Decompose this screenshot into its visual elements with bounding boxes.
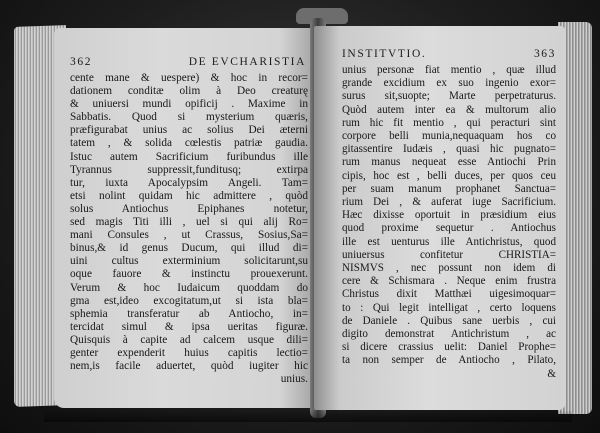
text-line: grande excidium ex suo ingenio exor=: [342, 77, 556, 90]
text-line: uniuersus confitetur CHRISTIA=: [342, 248, 556, 261]
right-page-header: [314, 26, 566, 60]
text-line: ta non semper de Antiocho , Pilato,: [342, 354, 556, 367]
running-head: DE EVCHARISTIA: [188, 56, 306, 68]
text-line: nem,is facile aduertet, quòd iugiter hic: [70, 360, 308, 373]
running-head: INSTITVTIO.: [342, 48, 427, 60]
text-line: sed magis Titi illi , uel si qui alij Ro=: [70, 216, 308, 229]
text-line: mani Consules , ut Crassus, Sosius,Sa=: [70, 229, 308, 242]
text-line: oque fauore & instinctu prouexerunt.: [70, 268, 308, 281]
text-line: corpore belli munia,nequaquam hos co: [342, 130, 556, 143]
text-line: de Daniele . Quibus sane uerbis , cui: [342, 314, 556, 327]
book-shadow: [44, 410, 572, 422]
text-line: Istuc autem Sacrificium furibundus ille: [70, 150, 308, 163]
text-line: Sabbatis. Quod si mysterium quæris,: [70, 111, 308, 124]
left-page: [54, 28, 320, 408]
text-line: rum manus nequeat esse Antiochi Prin: [342, 156, 556, 169]
text-line: unius personæ fiat mentio , quæ illud: [342, 64, 556, 76]
text-line: Quisquis à capite ad calcem usque dili=: [70, 333, 308, 346]
page-number: 362: [70, 56, 93, 68]
text-line: dationem conditæ olim à Deo creaturę: [70, 85, 308, 98]
text-line: præfigurabat unius ac solius Dei æterni: [70, 124, 308, 137]
right-page-text: [314, 60, 566, 381]
left-page-header: [54, 28, 320, 68]
text-line: unius.: [280, 373, 308, 386]
text-line: tur, iuxta Apocalypsim Angeli. Tam=: [70, 176, 308, 189]
text-line: &: [547, 367, 556, 380]
text-line: surus sit,suopte; Marte perpetraturus.: [342, 90, 556, 103]
page-number: 363: [533, 48, 556, 60]
text-line: tercidat simul & ipsa ueritas figuræ.: [70, 320, 308, 333]
text-line: si dicere crassius uelit: Daniel Prophe=: [342, 341, 556, 354]
text-line: quod proxime sequetur . Antiochus: [342, 222, 556, 235]
text-line: Verum & hoc Iudaicum quoddam do: [70, 281, 308, 294]
text-line: Tyrannus suppressit,funditusq; extirpa: [70, 163, 308, 176]
text-line: cipis, hoc est , belli duces, per quos ceu: [342, 169, 556, 182]
text-line: solus Antiochus Epiphanes notetur,: [70, 202, 308, 215]
left-page-text: [54, 68, 320, 386]
text-line: cente mane & uespere) & hoc in recor=: [70, 72, 308, 84]
text-line: to : Qui legit intelligat , certo loquens: [342, 301, 556, 314]
text-line: sphemia transferatur ab Antiocho, in=: [70, 307, 308, 320]
open-book: [14, 8, 592, 426]
text-line: & uniuersi mundi opificij . Maxime in: [70, 98, 308, 111]
text-line: NISMVS , nec possunt non idem di: [342, 262, 556, 275]
text-line: Christus dixit Matthæi uigesimoquar=: [342, 288, 556, 301]
text-line: Hæc dixisse oportuit in præsidium eius: [342, 209, 556, 222]
text-line: rium Dei , & auferat iuge Sacrificium.: [342, 196, 556, 209]
text-line: per suam manum prophanet Sanctua=: [342, 182, 556, 195]
text-line: tatem , & solida cœlestis patriæ gaudia.: [70, 137, 308, 150]
text-line: gma est,ideo excogitatum,ut si ista bla=: [70, 294, 308, 307]
text-line: digito demonstrat Antichristum , ac: [342, 328, 556, 341]
text-line: etsi nolint quidam hic admittere , quòd: [70, 189, 308, 202]
text-line: genter expenderit huius capitis lectio=: [70, 346, 308, 359]
text-line: binus,& id genus Ducum, qui illud di=: [70, 242, 308, 255]
text-line: uini cultus exterminium solicitarunt,su: [70, 255, 308, 268]
text-line: cere & Schismara . Neque enim frustra: [342, 275, 556, 288]
text-line: ille est uenturus ille Antichristus, quod: [342, 235, 556, 248]
right-page: [314, 26, 566, 410]
text-line: gitassentire Iudæis , quasi hic pugnato=: [342, 143, 556, 156]
text-line: rum hic fit mentio , qui peracturi sint: [342, 116, 556, 129]
text-line: Quòd autem inter ea & multorum alio: [342, 103, 556, 116]
